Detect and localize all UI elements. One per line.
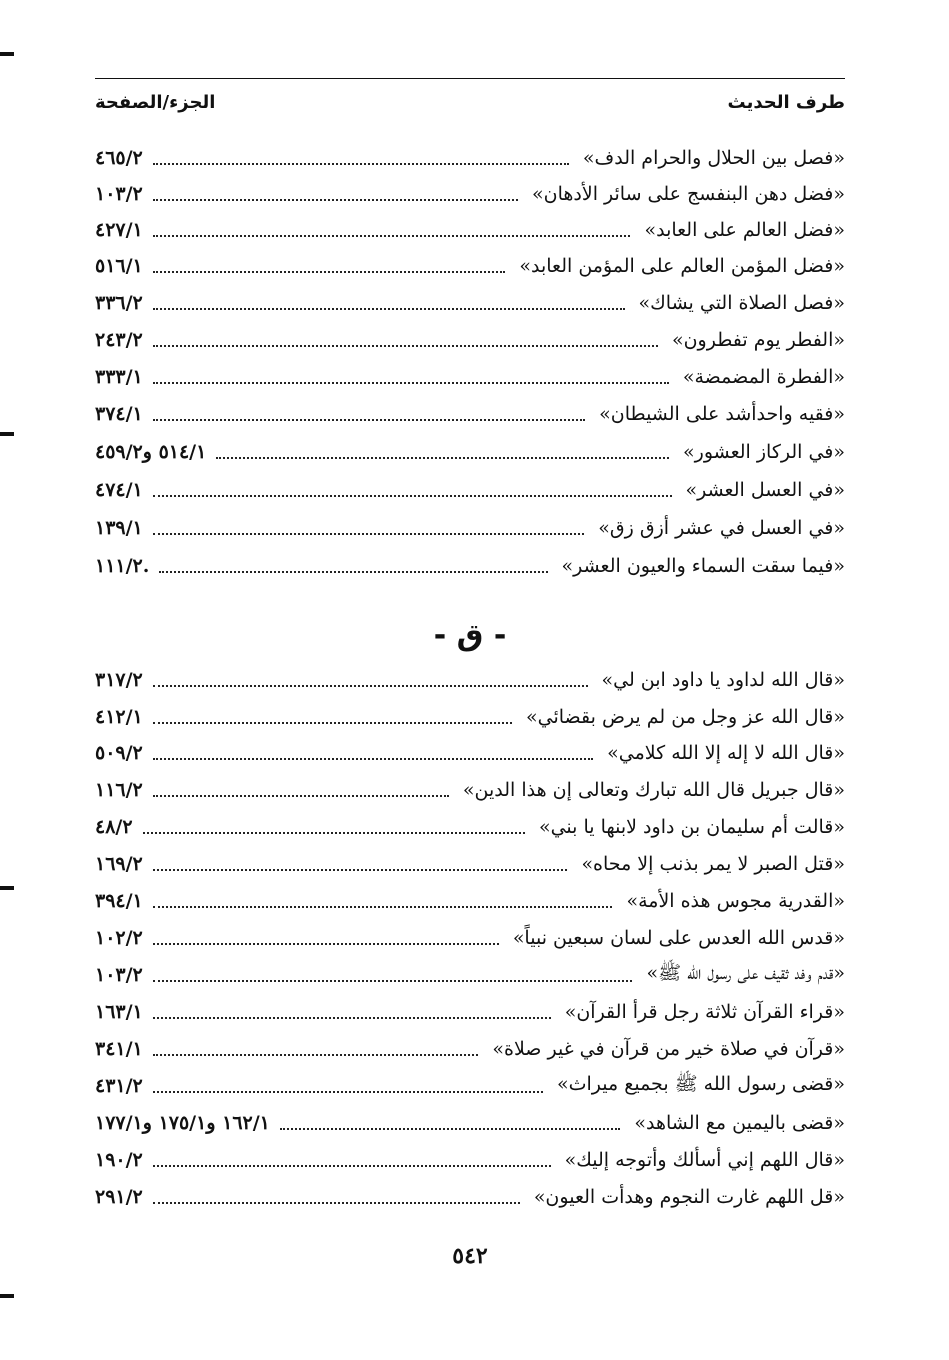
- dot-leader: [153, 235, 631, 237]
- hadith-text: «فضل المؤمن العالم على المؤمن العابد»: [519, 255, 845, 277]
- dot-leader: [153, 345, 658, 347]
- volume-page-ref: ٣٣٦/٢: [95, 292, 143, 314]
- index-entry: [95, 396, 845, 432]
- index-entry: [95, 322, 845, 358]
- dot-leader: [153, 943, 499, 945]
- index-entry: [95, 662, 845, 698]
- dot-leader: [153, 1017, 551, 1019]
- hadith-text: «قرآن في صلاة خير من قرآن في غير صلاة»: [492, 1038, 845, 1060]
- index-entry: [95, 472, 845, 508]
- dot-leader: [153, 869, 568, 871]
- index-entry: [95, 883, 845, 919]
- hadith-text: «قال اللهم إني أسألك وأتوجه إليك»: [564, 1149, 845, 1171]
- header-volume-page-column-title: الجزء/الصفحة: [95, 92, 216, 113]
- index-entry: [95, 920, 845, 956]
- dot-leader: [143, 832, 525, 834]
- index-entry: [95, 994, 845, 1030]
- volume-page-ref: ٤٣١/٢: [95, 1075, 143, 1097]
- dot-leader: [153, 495, 672, 497]
- hadith-text: «الفطر يوم تفطرون»: [671, 329, 845, 351]
- dot-leader: [153, 419, 585, 421]
- dot-leader: [280, 1128, 620, 1130]
- hadith-text: «القدرية مجوس هذه الأمة»: [626, 890, 845, 912]
- dot-leader: [153, 685, 588, 687]
- volume-page-ref: ١٦٣/١: [95, 1001, 143, 1023]
- dot-leader: [153, 533, 584, 535]
- volume-page-ref: ١١١/٢.: [95, 555, 150, 577]
- volume-page-ref: ١٠٣/٢: [95, 183, 143, 205]
- index-page: [95, 0, 845, 1360]
- scan-edge-mark: [0, 52, 14, 56]
- dot-leader: [153, 308, 625, 310]
- volume-page-ref: ٤٦٥/٢: [95, 147, 143, 169]
- dot-leader: [153, 271, 506, 273]
- volume-page-ref: ١٩٠/٢: [95, 1149, 143, 1171]
- index-entry: [95, 772, 845, 808]
- hadith-text: «فقيه واحدأشد على الشيطان»: [599, 403, 845, 425]
- volume-page-ref: ٥٠٩/٢: [95, 742, 143, 764]
- index-entry: [95, 1179, 845, 1215]
- header-hadith-column-title: طرف الحديث: [727, 92, 845, 113]
- volume-page-ref: ١٠٣/٢: [95, 964, 143, 986]
- dot-leader: [153, 1054, 479, 1056]
- index-entry: [95, 140, 845, 176]
- dot-leader: [153, 980, 633, 982]
- volume-page-ref: ٤١٢/١: [95, 706, 143, 728]
- dot-leader: [153, 382, 669, 384]
- hadith-text: «فيما سقت السماء والعيون العشر»: [561, 555, 845, 577]
- hadith-text: «في العسل العشر»: [685, 479, 845, 501]
- hadith-text: «في العسل في عشر أزق زق»: [598, 517, 845, 539]
- volume-page-ref: ٢٩١/٢: [95, 1186, 143, 1208]
- hadith-text: «الفطرة المضمضة»: [682, 366, 845, 388]
- index-entry: [95, 1068, 845, 1104]
- volume-page-ref: ٤٢٧/١: [95, 219, 143, 241]
- hadith-text: «قضى رسول الله ﷺ بجميع ميراث»: [557, 1073, 845, 1095]
- volume-page-ref: ٢٤٣/٢: [95, 329, 143, 351]
- section-heading-qaf: - ق -: [433, 618, 507, 653]
- hadith-text: «قل اللهم غارت النجوم وهدأت العيون»: [533, 1186, 845, 1208]
- volume-page-ref: ٥١٦/١: [95, 255, 143, 277]
- dot-leader: [153, 1165, 551, 1167]
- index-entry: [95, 1142, 845, 1178]
- index-entry: [95, 735, 845, 771]
- volume-page-ref: ١٠٢/٢: [95, 927, 143, 949]
- hadith-text: «قدم وفد ثقيف على رسول الله ﷺ»: [646, 962, 845, 984]
- volume-page-ref: ٥١٤/١ و٤٥٩/٢: [95, 441, 207, 463]
- hadith-text: «قدس الله العدس على لسان سبعين نبياً»: [512, 927, 845, 949]
- index-entry: [95, 699, 845, 735]
- hadith-text: «قال الله لداود يا داود ابن لي»: [601, 669, 845, 691]
- hadith-text: «قال الله عز وجل من لم يرض بقضائي»: [526, 706, 845, 728]
- scan-edge-mark: [0, 1294, 14, 1298]
- volume-page-ref: ٣٩٤/١: [95, 890, 143, 912]
- index-entry: [95, 434, 845, 470]
- hadith-text: «قالت أم سليمان بن داود لابنها يا بني»: [538, 816, 845, 838]
- hadith-text: «قراء القرآن ثلاثة رجل قرأ القرآن»: [564, 1001, 845, 1023]
- scan-edge-mark: [0, 432, 14, 436]
- index-entry: [95, 248, 845, 284]
- hadith-text: «قال الله لا إله إلا الله كلامي»: [607, 742, 845, 764]
- index-entry: [95, 285, 845, 321]
- volume-page-ref: ٤٧٤/١: [95, 479, 143, 501]
- page-number: ٥٤٢: [452, 1243, 488, 1269]
- volume-page-ref: ٣٣٣/١: [95, 366, 143, 388]
- scan-edge-mark: [0, 886, 14, 890]
- index-entry: [95, 548, 845, 584]
- volume-page-ref: ١١٦/٢: [95, 779, 143, 801]
- index-entry: [95, 510, 845, 546]
- dot-leader: [153, 722, 512, 724]
- dot-leader: [153, 1091, 543, 1093]
- dot-leader: [153, 199, 518, 201]
- volume-page-ref: ٤٨/٢: [95, 816, 133, 838]
- hadith-text: «قتل الصبر لا يمر بذنب إلا محاه»: [581, 853, 845, 875]
- volume-page-ref: ١٦٢/١ و١٧٥/١ و١٧٧/١: [95, 1112, 270, 1134]
- index-entry: [95, 176, 845, 212]
- hadith-text: «قال جبريل قال الله تبارك وتعالى إن هذا الدين»: [462, 779, 845, 801]
- volume-page-ref: ١٣٩/١: [95, 517, 143, 539]
- index-entry: [95, 212, 845, 248]
- volume-page-ref: ١٦٩/٢: [95, 853, 143, 875]
- dot-leader: [216, 457, 669, 459]
- dot-leader: [153, 1202, 520, 1204]
- hadith-text: «فضل دهن البنفسج على سائر الأدهان»: [532, 183, 845, 205]
- hadith-text: «فصل الصلاة التي يشاك»: [638, 292, 845, 314]
- volume-page-ref: ٣٧٤/١: [95, 403, 143, 425]
- index-entry: [95, 1031, 845, 1067]
- dot-leader: [153, 795, 449, 797]
- hadith-text: «فضل العالم على العابد»: [644, 219, 845, 241]
- dot-leader: [159, 571, 547, 573]
- index-entry: [95, 957, 845, 993]
- dot-leader: [153, 163, 569, 165]
- page-header: [95, 78, 845, 113]
- hadith-text: «في الركاز العشور»: [683, 441, 845, 463]
- volume-page-ref: ٣١٧/٢: [95, 669, 143, 691]
- dot-leader: [153, 758, 593, 760]
- volume-page-ref: ٣٤١/١: [95, 1038, 143, 1060]
- hadith-text: «فصل بين الحلال والحرام الدف»: [582, 147, 845, 169]
- index-entry: [95, 1105, 845, 1141]
- dot-leader: [153, 906, 613, 908]
- index-entry: [95, 846, 845, 882]
- index-entry: [95, 359, 845, 395]
- hadith-text: «قضى باليمين مع الشاهد»: [634, 1112, 845, 1134]
- index-entry: [95, 809, 845, 845]
